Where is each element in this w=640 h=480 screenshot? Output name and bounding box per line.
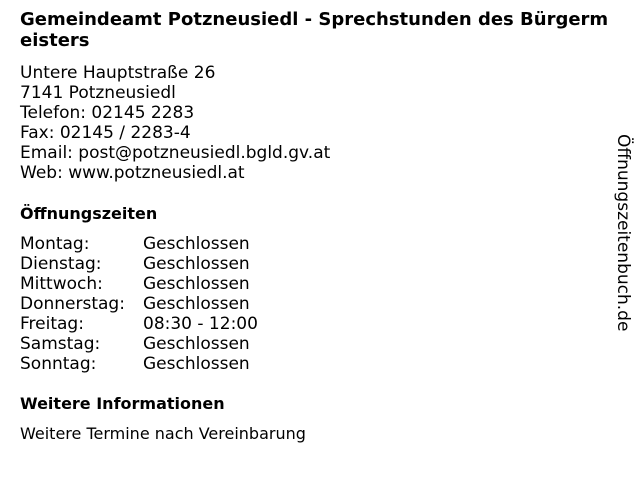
address-city: 7141 Potzneusiedl bbox=[20, 83, 176, 103]
office-hours-card bbox=[20, 9, 616, 444]
day-hours: Geschlossen bbox=[143, 254, 250, 274]
day-label: Montag: bbox=[20, 234, 90, 254]
day-label: Freitag: bbox=[20, 314, 84, 334]
brand-watermark: Öffnungszeitenbuch.de bbox=[613, 134, 633, 332]
address-street: Untere Hauptstraße 26 bbox=[20, 63, 216, 83]
day-hours: Geschlossen bbox=[143, 234, 250, 254]
hours-row-saturday bbox=[20, 334, 616, 354]
day-hours: 08:30 - 12:00 bbox=[143, 314, 258, 334]
further-info-heading: Weitere Informationen bbox=[20, 394, 225, 413]
hours-row-friday bbox=[20, 314, 616, 334]
day-hours: Geschlossen bbox=[143, 274, 250, 294]
day-label: Samstag: bbox=[20, 334, 101, 354]
hours-row-wednesday bbox=[20, 274, 616, 294]
page-title: Gemeindeamt Potzneusiedl - Sprechstunden des Bürgermeisters bbox=[20, 9, 609, 51]
day-hours: Geschlossen bbox=[143, 334, 250, 354]
email-address: Email: post@potzneusiedl.bgld.gv.at bbox=[20, 143, 331, 163]
hours-row-monday bbox=[20, 234, 616, 254]
contact-details bbox=[20, 63, 616, 183]
opening-hours-table bbox=[20, 234, 616, 374]
opening-hours-heading: Öffnungszeiten bbox=[20, 204, 158, 223]
day-label: Sonntag: bbox=[20, 354, 97, 374]
further-info-text: Weitere Termine nach Vereinbarung bbox=[20, 424, 306, 443]
hours-row-thursday bbox=[20, 294, 616, 314]
hours-row-sunday bbox=[20, 354, 616, 374]
day-label: Dienstag: bbox=[20, 254, 102, 274]
day-label: Donnerstag: bbox=[20, 294, 125, 314]
website-address: Web: www.potzneusiedl.at bbox=[20, 163, 245, 183]
fax-number: Fax: 02145 / 2283-4 bbox=[20, 123, 191, 143]
day-hours: Geschlossen bbox=[143, 294, 250, 314]
hours-row-tuesday bbox=[20, 254, 616, 274]
day-hours: Geschlossen bbox=[143, 354, 250, 374]
day-label: Mittwoch: bbox=[20, 274, 103, 294]
phone-number: Telefon: 02145 2283 bbox=[20, 103, 195, 123]
